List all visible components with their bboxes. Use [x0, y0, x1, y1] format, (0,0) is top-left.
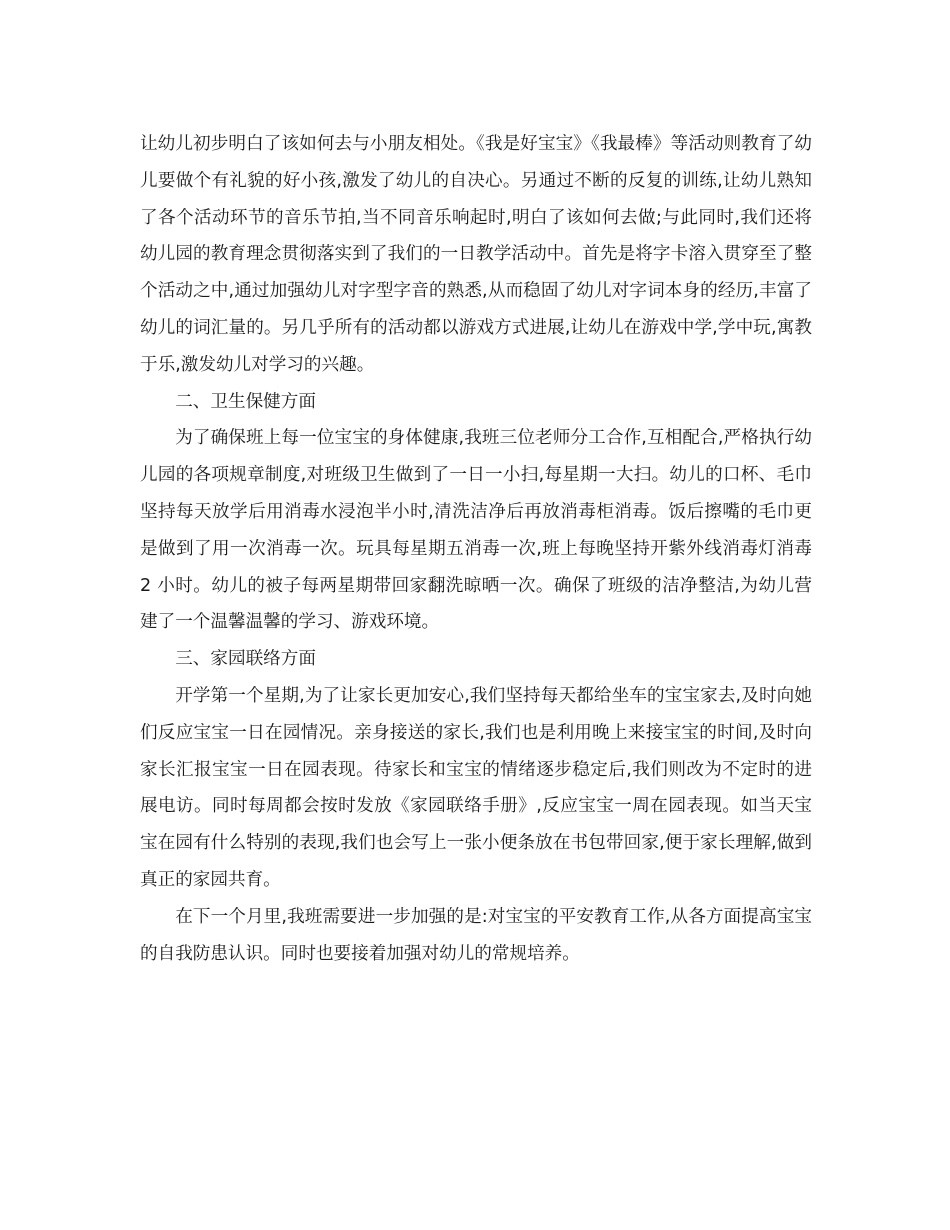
paragraph-hygiene: 为了确保班上每一位宝宝的身体健康,我班三位老师分工合作,互相配合,严格执行幼儿园的各项规章制度,对班级卫生做到了一日一小扫,每星期一大扫。幼儿的口杯、毛巾坚持每天放学后用消毒水浸泡半小时,清洗洁净后再放消毒柜消毒。饭后擦嘴的毛巾更是做到了用一次消毒一次。玩具每星期五消毒一次,班上每晚坚持开紫外线消毒灯消毒 2 小时。幼儿的被子每两星期带回家翻洗晾晒一次。确保了班级的洁净整洁,为幼儿营建了一个温馨温馨的学习、游戏环境。	[140, 428, 812, 633]
paragraph-home-school: 开学第一个星期,为了让家长更加安心,我们坚持每天都给坐车的宝宝家去,及时向她们反应宝宝一日在园情况。亲身接送的家长,我们也是利用晚上来接宝宝的时间,及时向家长汇报宝宝一日在园表现。待家长和宝宝的情绪逐步稳定后,我们则改为不定时的进展电访。同时每周都会按时发放《家园联络手册》,反应宝宝一周在园表现。如当天宝宝在园有什么特别的表现,我们也会写上一张小便条放在书包带回家,便于家长理解,做到真正的家园共育。	[140, 685, 812, 890]
paragraph-continuation: 让幼儿初步明白了该如何去与小朋友相处。《我是好宝宝》《我最棒》等活动则教育了幼儿要做个有礼貌的好小孩,激发了幼儿的自决心。另通过不断的反复的训练,让幼儿熟知了各个活动环节的音乐节拍,当不同音乐响起时,明白了该如何去做;与此同时,我们还将幼儿园的教育理念贯彻落实到了我们的一日教学活动中。首先是将字卡溶入贯穿至了整个活动之中,通过加强幼儿对字型字音的熟悉,从而稳固了幼儿对字词本身的经历,丰富了幼儿的词汇量的。另几乎所有的活动都以游戏方式进展,让幼儿在游戏中学,学中玩,寓教于乐,激发幼儿对学习的兴趣。	[140, 134, 812, 375]
section-heading-home-school: 三、家园联络方面	[175, 649, 316, 670]
section-heading-hygiene: 二、卫生保健方面	[175, 391, 316, 412]
document-body	[140, 126, 812, 972]
paragraph-next-month: 在下一个月里,我班需要进一步加强的是:对宝宝的平安教育工作,从各方面提高宝宝的自我防患认识。同时也要接着加强对幼儿的常规培养。	[140, 906, 812, 964]
